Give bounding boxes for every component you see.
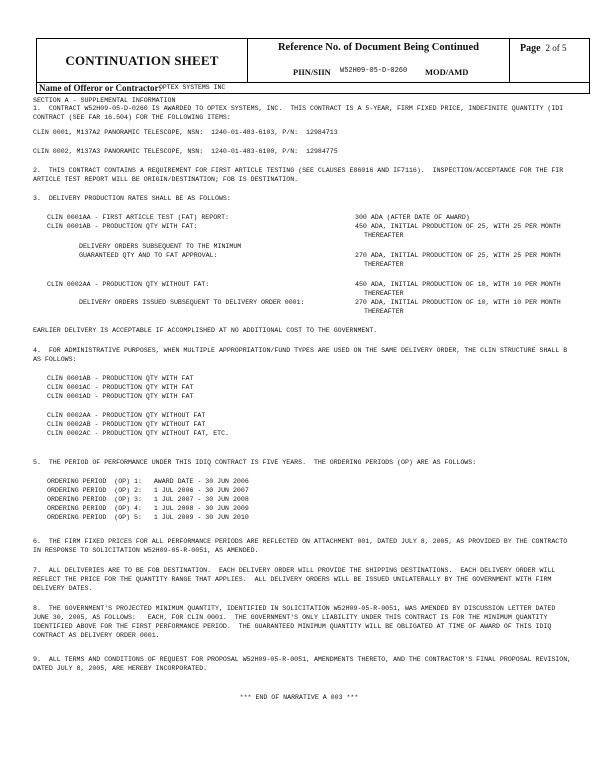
ordering-period-1: ORDERING PERIOD (OP) 1: AWARD DATE - 30 JUN 2006: [47, 478, 249, 485]
delivery-3-right-line-1: 270 ADA, INITIAL PRODUCTION OF 25, WITH 25 PER MONTH: [355, 252, 561, 259]
paragraph-8-line-1: 8. THE GOVERNMENT'S PROJECTED MINIMUM QUANTITY, IDENTIFIED IN SOLICITATION W52H09-05-R-0051, WAS AMENDED BY DISCUSSION LETTER DATED: [33, 605, 556, 612]
section-heading: SECTION A - SUPPLEMENTAL INFORMATION: [33, 97, 176, 104]
ordering-period-3: ORDERING PERIOD (OP) 3: 1 JUL 2007 - 30 JUN 2008: [47, 496, 249, 503]
ordering-period-4: ORDERING PERIOD (OP) 4: 1 JUL 2008 - 30 JUN 2009: [47, 505, 249, 512]
ordering-period-2: ORDERING PERIOD (OP) 2: 1 JUL 2006 - 30 JUN 2007: [47, 487, 249, 494]
paragraph-9-line-2: DATED JULY 8, 2005, ARE HEREBY INCORPORATED.: [33, 665, 208, 672]
clin-structure-1: CLIN 0001AB - PRODUCTION QTY WITH FAT: [47, 375, 194, 382]
delivery-3-left-line-2: GUARANTEED QTY AND TO FAT APPROVAL:: [79, 252, 218, 259]
paragraph-9-line-1: 9. ALL TERMS AND CONDITIONS OF REQUEST FOR PROPOSAL W52H09-05-R-0051, AMENDMENTS THERETO, AND THE CONTRACTOR'S FINAL PROPOSAL REVISION,: [33, 656, 572, 663]
paragraph-2-line-1: 2. THIS CONTRACT CONTAINS A REQUIREMENT FOR FIRST ARTICLE TESTING (SEE CLAUSES E86016 AND IF7116). INSPECTION/ACCEPTANCE FOR THE FIR: [33, 167, 564, 174]
delivery-5-right-line-2: THEREAFTER: [364, 308, 404, 315]
header-box: [36, 38, 590, 82]
earlier-delivery-note: EARLIER DELIVERY IS ACCEPTABLE IF ACCOMPLISHED AT NO ADDITIONAL COST TO THE GOVERNMENT.: [33, 327, 378, 334]
delivery-5-right-line-1: 270 ADA, INITIAL PRODUCTION OF 10, WITH 10 PER MONTH: [355, 299, 561, 306]
offeror-value: OPTEX SYSTEMS INC: [159, 84, 226, 91]
paragraph-7-line-2: REFLECT THE PRICE FOR THE QUANTITY RANGE THAT APPLIES. ALL DELIVERY ORDERS WILL BE ISSUED UNILATERALLY BY THE GOVERNMENT WITH FIRM: [33, 576, 552, 583]
delivery-2-left: CLIN 0001AB - PRODUCTION QTY WITH FAT:: [47, 223, 198, 230]
page-label: Page: [520, 43, 541, 54]
delivery-4-right-line-2: THEREAFTER: [364, 290, 404, 297]
delivery-2-right-line-1: 450 ADA, INITIAL PRODUCTION OF 25, WITH 25 PER MONTH: [355, 223, 561, 230]
delivery-4-right-line-1: 450 ADA, INITIAL PRODUCTION OF 10, WITH 10 PER MONTH: [355, 281, 561, 288]
paragraph-7-line-1: 7. ALL DELIVERIES ARE TO BE FOB DESTINATION. EACH DELIVERY ORDER WILL PROVIDE THE SHIPPING DESTINATIONS. EACH DELIVERY ORDER WILL: [33, 567, 556, 574]
paragraph-4-line-2: AS FOLLOWS:: [33, 356, 77, 363]
page-number: [520, 43, 567, 54]
offeror-label: Name of Offeror or Contractor:: [39, 83, 162, 93]
sheet-title: CONTINUATION SHEET: [37, 39, 248, 83]
clin-structure-2: CLIN 0001AC - PRODUCTION QTY WITH FAT: [47, 384, 194, 391]
piin-label: PIIN/SIIN: [293, 67, 331, 77]
delivery-3-right-line-2: THEREAFTER: [364, 261, 404, 268]
clin-0001-line: CLIN 0001, M137A2 PANORAMIC TELESCOPE, NSN: 1240-01-483-6103, P/N: 12984713: [33, 129, 338, 136]
paragraph-2-line-2: ARTICLE TEST REPORT WILL BE ORIGIN/DESTINATION; FOB IS DESTINATION.: [33, 176, 299, 183]
reference-title: Reference No. of Document Being Continued: [277, 42, 480, 53]
paragraph-7-line-3: DELIVERY DATES.: [33, 585, 93, 592]
paragraph-8-line-4: CONTRACT AS DELIVERY ORDER 0001.: [33, 632, 160, 639]
clin-structure-6: CLIN 0002AC - PRODUCTION QTY WITHOUT FAT, ETC.: [47, 430, 230, 437]
page-value: 2 of 5: [545, 43, 567, 53]
page-cell: [510, 39, 589, 83]
paragraph-6-line-2: IN RESPONSE TO SOLICITATION W52H09-05-R-0051, AS AMENDED.: [33, 547, 259, 554]
reference-cell: [248, 39, 510, 83]
ordering-period-5: ORDERING PERIOD (OP) 5: 1 JUL 2009 - 30 JUN 2010: [47, 514, 249, 521]
paragraph-4-line-1: 4. FOR ADMINISTRATIVE PURPOSES, WHEN MULTIPLE APPROPRIATION/FUND TYPES ARE USED ON THE SAME DELIVERY ORDER, THE CLIN STRUCTURE SHALL B: [33, 347, 568, 354]
mod-amd-label: MOD/AMD: [425, 67, 469, 77]
delivery-5-left: DELIVERY ORDERS ISSUED SUBSEQUENT TO DELIVERY ORDER 0001:: [79, 299, 305, 306]
delivery-2-right-line-2: THEREAFTER: [364, 232, 404, 239]
end-of-narrative: *** END OF NARRATIVE A 003 ***: [239, 694, 359, 701]
clin-structure-4: CLIN 0002AA - PRODUCTION QTY WITHOUT FAT: [47, 412, 206, 419]
delivery-3-left-line-1: DELIVERY ORDERS SUBSEQUENT TO THE MINIMUM: [79, 243, 242, 250]
clin-structure-5: CLIN 0002AB - PRODUCTION QTY WITHOUT FAT: [47, 421, 206, 428]
paragraph-8-line-2: JUNE 30, 2005, AS FOLLOWS: EACH, FOR CLIN 0001. THE GOVERNMENT'S ONLY LIABILITY UNDER THIS CONTRACT IS FOR THE MINIMUM QUANTITY: [33, 614, 548, 621]
delivery-1-right: 300 ADA (AFTER DATE OF AWARD): [355, 214, 470, 221]
paragraph-3: 3. DELIVERY PRODUCTION RATES SHALL BE AS FOLLOWS:: [33, 195, 231, 202]
delivery-4-left: CLIN 0002AA - PRODUCTION QTY WITHOUT FAT:: [47, 281, 210, 288]
clin-structure-3: CLIN 0001AD - PRODUCTION QTY WITH FAT: [47, 393, 194, 400]
delivery-1-left: CLIN 0001AA - FIRST ARTICLE TEST (FAT) REPORT:: [47, 214, 230, 221]
offeror-row: [36, 82, 590, 94]
paragraph-1-line-2: CONTRACT (SEE FAR 16.504) FOR THE FOLLOWING ITEMS:: [33, 114, 231, 121]
paragraph-8-line-3: IDENTIFIED ABOVE FOR THE FIRST PERFORMANCE PERIOD. THE GUARANTEED MINIMUM QUANTITY WILL BE OBLIGATED AT TIME OF AWARD OF THIS IDIQ: [33, 623, 552, 630]
paragraph-1-line-1: 1. CONTRACT W52H09-05-D-0260 IS AWARDED TO OPTEX SYSTEMS, INC. THIS CONTRACT IS A 5-YEAR, FIRM FIXED PRICE, INDEFINITE QUANTITY (IDI: [33, 105, 564, 112]
clin-0002-line: CLIN 0002, M137A3 PANORAMIC TELESCOPE, NSN: 1240-01-483-6100, P/N: 12984775: [33, 148, 338, 155]
paragraph-5: 5. THE PERIOD OF PERFORMANCE UNDER THIS IDIQ CONTRACT IS FIVE YEARS. THE ORDERING PERIODS (OP) ARE AS FOLLOWS:: [33, 459, 477, 466]
paragraph-6-line-1: 6. THE FIRM FIXED PRICES FOR ALL PERFORMANCE PERIODS ARE REFLECTED ON ATTACHMENT 001, DATED JULY 8, 2005, AS PROVIDED BY THE CONTRACTO: [33, 538, 568, 545]
piin-value: W52H09-05-D-0260: [340, 67, 408, 75]
reference-row: [248, 63, 509, 83]
